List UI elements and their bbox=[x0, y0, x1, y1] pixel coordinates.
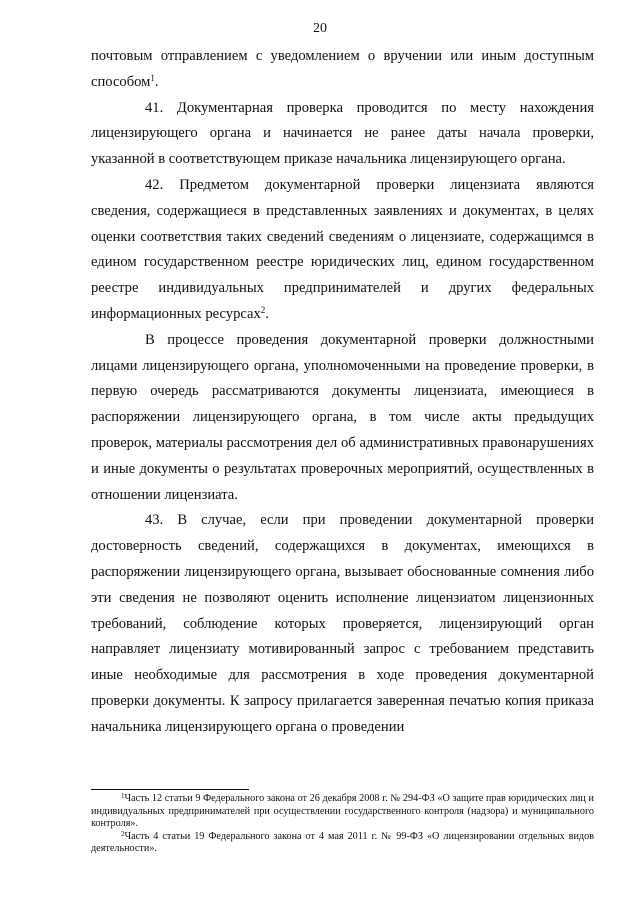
footnote-mark: 1 bbox=[121, 792, 125, 800]
paragraph-text: почтовым отправлением с уведомлением о вручении или иным доступным способом bbox=[91, 48, 594, 90]
paragraph-tail: . bbox=[265, 305, 269, 322]
footnotes bbox=[91, 793, 594, 856]
footnote-text: Часть 12 статьи 9 Федерального закона от 26 декабря 2008 г. № 294-ФЗ «О защите прав юридических лиц и индивидуальных предпринимателей при осуществлении государственного контроля (надзора) и муниципального контроля». bbox=[91, 793, 594, 829]
paragraph-text: 42. Предметом документарной проверки лицензиата являются сведения, содержащиеся в представленных заявлениях и документах, в целях оценки соответствия таких сведений сведениям о лицензиате, содержащимся в едином государственном реестре юридических лиц, едином государственном реестре индивидуальных предпринимателей и других федеральных информационных ресурсах bbox=[91, 176, 594, 322]
footnote-mark: 2 bbox=[121, 829, 125, 838]
document-body bbox=[91, 44, 594, 741]
paragraph-41 bbox=[91, 96, 594, 173]
footnote-2 bbox=[91, 831, 594, 856]
paragraph-43 bbox=[91, 508, 594, 740]
footnote-ref[interactable]: 2 bbox=[260, 304, 266, 315]
footnote-separator bbox=[91, 789, 249, 790]
paragraph-text: В процессе проведения документарной проверки должностными лицами лицензирующего органа, уполномоченными на проведение проверки, в первую очередь рассматриваются документы лицензиата, имеющиеся в распоряжении лицензирующего органа, в том числе акты предыдущих проверок, материалы рассмотрения дел об административных правонарушениях и иные документы о результатах проверочных мероприятий, осуществленных в отношении лицензиата. bbox=[91, 331, 594, 503]
paragraph-text: 41. Документарная проверка проводится по месту нахождения лицензирующего органа и начинается не ранее даты начала проверки, указанной в соответствующем приказе начальника лицензирующего органа. bbox=[91, 99, 594, 168]
footnote-ref[interactable]: 1 bbox=[150, 72, 155, 83]
footnote-text: Часть 4 статьи 19 Федерального закона от 4 мая 2011 г. № 99-ФЗ «О лицензировании отдельных видов деятельности». bbox=[91, 830, 594, 854]
paragraph-42 bbox=[91, 173, 594, 328]
paragraph-42-continued bbox=[91, 328, 594, 509]
paragraph-text: 43. В случае, если при проведении документарной проверки достоверность сведений, содержащихся в документах, имеющихся в распоряжении лицензирующего органа, вызывает обоснованные сомнения либо эти сведения не позволяют оценить исполнение лицензиатом лицензионных требований, соблюдение которых проверяется, лицензирующий орган направляет лицензиату мотивированный запрос с требованием представить иные необходимые для рассмотрения в ходе проведения документарной проверки документы. К запросу прилагается заверенная печатью копия приказа начальника лицензирующего органа о проведении bbox=[91, 512, 594, 735]
paragraph-tail: . bbox=[154, 73, 159, 90]
footnote-1 bbox=[91, 793, 594, 831]
paragraph-continuation bbox=[91, 44, 594, 96]
page-number: 20 bbox=[313, 21, 327, 36]
